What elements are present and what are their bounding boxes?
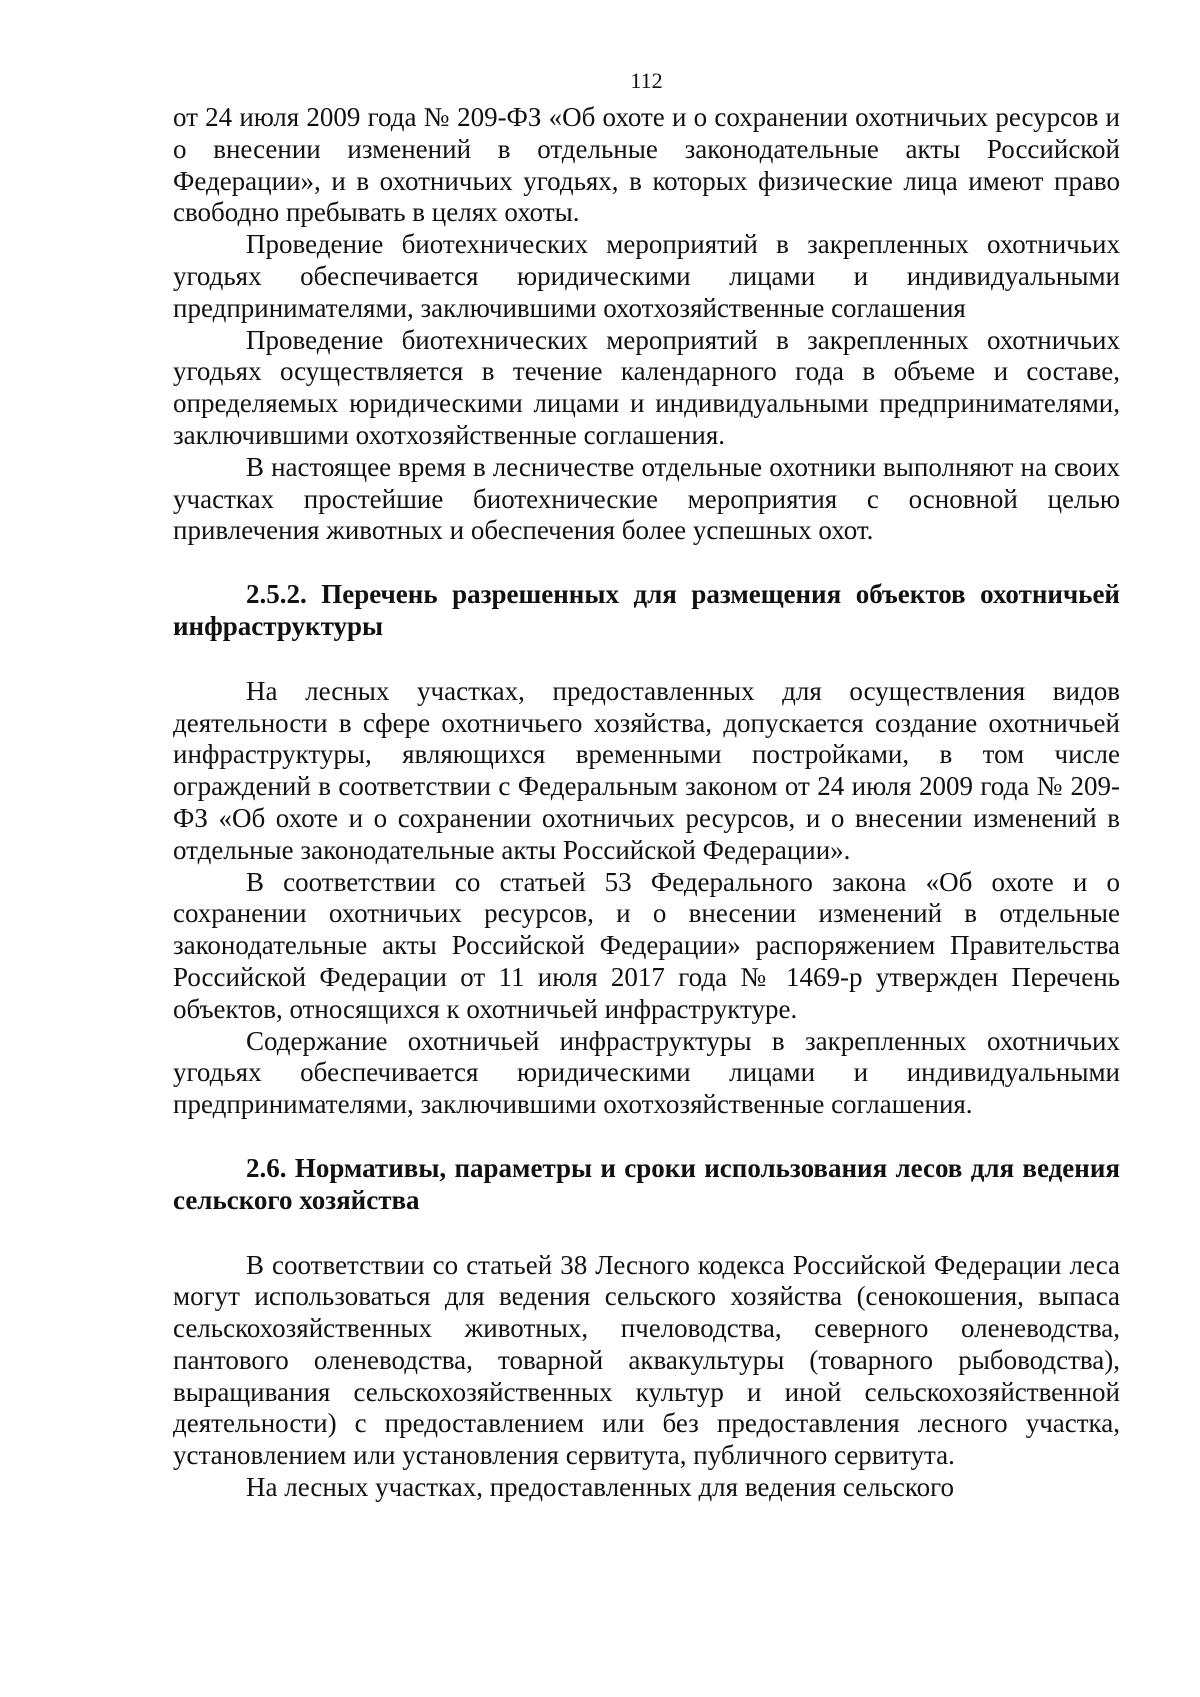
paragraph-agricultural-plots: На лесных участках, предоставленных для ведения сельского (246, 1472, 955, 1503)
paragraph-article-38: В соответствии со статьей 38 Лесного кодекса Российской Федерации леса могут использоваться для ведения сельского хозяйства (сенокошения, выпаса сельскохозяйственных животных, пчеловодства, северного оленеводства, пантового оленеводства, товарной аквакультуры (товарного рыбоводства), выращивания сельскохозяйственных культур и иной сельскохозяйственной деятельности) с предоставлением или без предоставления лесного участка, установлением или установления сервитута, публичного сервитута. (173, 1249, 1120, 1471)
paragraph-biotechnical-provision: Проведение биотехнических мероприятий в закрепленных охотничьих угодьях обеспечивается юридическими лицами и индивидуальными предпринимателями, заключившими охотхозяйственные соглашения (173, 229, 1120, 323)
section-heading-2-6: 2.6. Нормативы, параметры и сроки использования лесов для ведения сельского хозяйства (173, 1152, 1120, 1215)
paragraph-infrastructure-maintenance: Содержание охотничьей инфраструктуры в закрепленных охотничьих угодьях обеспечивается юридическими лицами и индивидуальными предпринимателями, заключившими охотхозяйственные соглашения. (173, 1025, 1120, 1120)
section-heading-2-5-2: 2.5.2. Перечень разрешенных для размещения объектов охотничьей инфраструктуры (173, 579, 1120, 641)
paragraph-hunting-law-continuation: от 24 июля 2009 года № 209-ФЗ «Об охоте и о сохранении охотничьих ресурсов и о внесении изменений в отдельные законодательные акты Российской Федерации», и в охотничьих угодьях, в которых физические лица имеют право свободно пребывать в целях охоты. (173, 102, 1120, 228)
paragraph-infrastructure-allowed: На лесных участках, предоставленных для осуществления видов деятельности в сфере охотничьего хозяйства, допускается создание охотничьей инфраструктуры, являющихся временными постройками, в том числе ограждений в соответствии с Федеральным законом от 24 июля 2009 года № 209-ФЗ «Об охоте и о сохранении охотничьих ресурсов, и о внесении изменений в отдельные законодательные акты Российской Федерации». (173, 675, 1120, 865)
page-number: 112 (630, 68, 663, 93)
document-page (173, 68, 1120, 1504)
paragraph-biotechnical-schedule: Проведение биотехнических мероприятий в закрепленных охотничьих угодьях осуществляется в течение календарного года в объеме и составе, определяемых юридическими лицами и индивидуальными предпринимателями, заключившими охотхозяйственные соглашения. (173, 324, 1120, 450)
paragraph-current-hunters: В настоящее время в лесничестве отдельные охотники выполняют на своих участках простейшие биотехнические мероприятия с основной целью привлечения животных и обеспечения более успешных охот. (173, 451, 1120, 546)
paragraph-article-53: В соответствии со статьей 53 Федерального закона «Об охоте и о сохранении охотничьих ресурсов, и о внесении изменений в отдельные законодательные акты Российской Федерации» распоряжением Правительства Российской Федерации от 11 июля 2017 года № 1469-р утвержден Перечень объектов, относящихся к охотничьей инфраструктуре. (173, 866, 1120, 1024)
